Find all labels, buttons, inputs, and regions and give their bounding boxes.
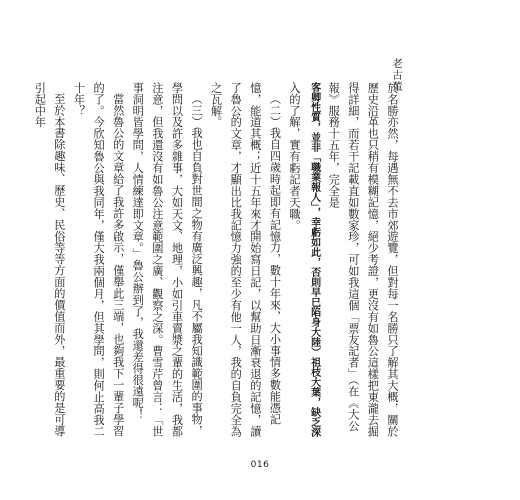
paragraph-continued: 於名勝亦然，每遇無不去市郊遊覽，但對每一名勝只了解其大概，關於歷史沿革也只稍有模糊記憶，絕少考證，更沒有如魯公這樣把東瀧去掘得詳細，而若干記載直如數家珍，可如我這個「票友記者」（在《大公報》服務十五年，完全是	[327, 82, 399, 437]
paragraph-point-two: （二）我自四歲時起即有記憶力，數十年來，大小事情多數能憑記憶，能道其概；近十五年來才開始寫日記，以幫助日漸衰退的記憶，讀了魯公的文章，才顯出比我記憶力強的至少有他一人，我的自負完全為之瓦解。	[209, 82, 282, 437]
paragraph-continued-end: 入的了解，實有虧記者天職。	[288, 82, 302, 231]
paragraph-conclusion: 當然魯公的文章給了我許多啟示，僅舉此三端，也夠我下一輩子學習的了。今欣知魯公與我同年，僅大我兩個月，但其學問，則何止高我二十年？	[72, 82, 125, 437]
paragraph-parenthetical-note: 客卿性質，並非「職業報人」，幸虧如此，否則早已陷身大陸）祖枝大葉，缺乏深	[308, 82, 320, 437]
paragraph-point-three: （三）我也自負對世間之物有廣泛興趣，凡不屬我知識範圍的事物，學問以及許多雜事，大如天文、地理，小如引車賣漿之輩的生活，我都注意，但我還沒有如魯公注意範圍之廣、觀察之深。曹雪芹曾言：「世事洞明皆學問，人情練達即文章。」魯公辦到了，我還差得很遠呢！	[131, 82, 204, 437]
body-text	[33, 82, 402, 437]
running-header-title: 老古董	[391, 58, 403, 93]
paragraph-final: 至於本書除趣味、歷史、民俗等等方面的價值而外，最重要的是可導引起中年	[33, 82, 66, 437]
page-number: 016	[250, 460, 270, 470]
